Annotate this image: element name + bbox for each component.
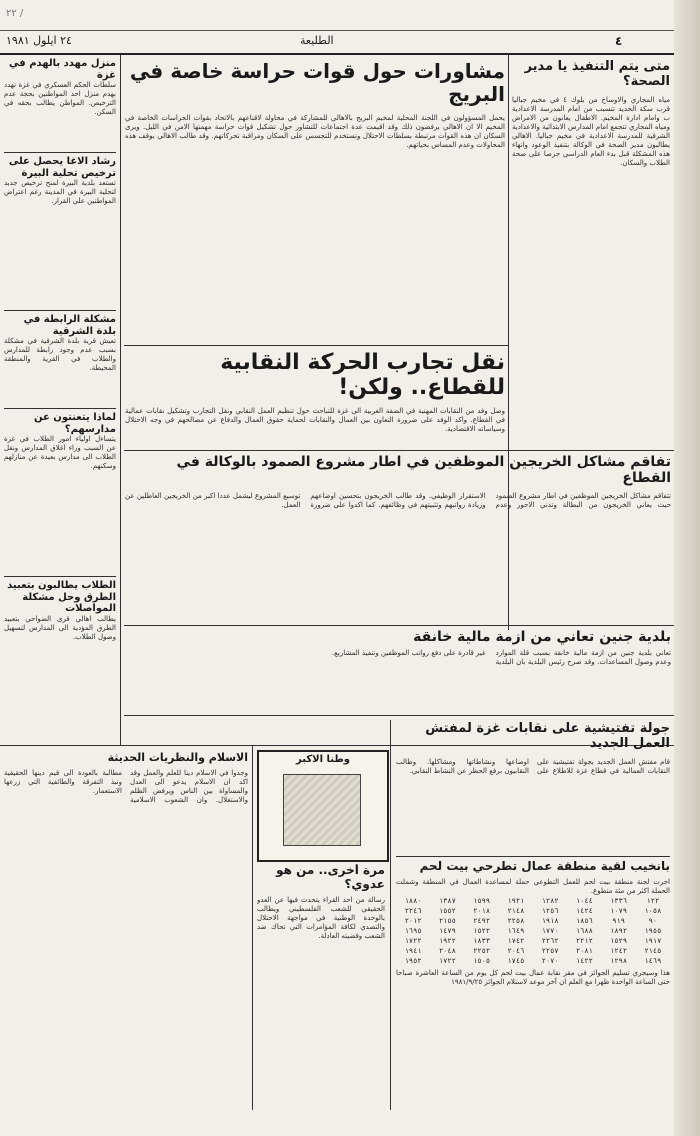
table-cell: ٢٠١٢ bbox=[404, 916, 422, 925]
table-row bbox=[396, 936, 670, 946]
table-cell: ٢٤٩٢ bbox=[473, 916, 491, 925]
table-cell: ١٥٩٩ bbox=[473, 896, 491, 905]
table-cell: ٢١٤٨ bbox=[507, 906, 525, 915]
table-cell: ٢٢٤٦ bbox=[404, 906, 422, 915]
table-cell: ١٤٢٤ bbox=[575, 906, 593, 915]
article-body: يتساءل اولياء امور الطلاب في غزة عن السبب وراء اغلاق المدارس ونقل الطلاب الى مدارس بعيدة عن منازلهم وسكنهم. bbox=[4, 435, 116, 470]
table-cell: ١٤٧٩ bbox=[438, 926, 456, 935]
table-cell: ١٤٢٢ bbox=[575, 956, 593, 965]
table-cell: ٢٢٥٨ bbox=[507, 916, 525, 925]
table-cell: ١٩١٨ bbox=[541, 916, 559, 925]
table-cell: ١٩٢٢ bbox=[438, 936, 456, 945]
table-cell: ١٧٤٥ bbox=[507, 956, 525, 965]
headline: متى يتم التنفيذ يا مدير الصحة؟ bbox=[524, 60, 670, 89]
headline: تفاقم مشاكل الخريجين الموظفين في اطار مشروع الصمود بالوكالة في القطاع bbox=[176, 454, 671, 487]
table-cell: ١٩٥٥ bbox=[644, 926, 662, 935]
table-cell: ١٢٢ bbox=[646, 896, 660, 905]
article-body: تتفاقم مشاكل الخريجين الموظفين في اطار مشروع الصمود حيث يعاني الخريجون من البطالة وتدني الاجور وعدم الاستقرار الوظيفي. وقد طالب الخريجون بتحسين اوضاعهم وزيادة رواتبهم وتثبيتهم في وظائفهم. كما اكدوا على ضرورة توسيع المشروع ليشمل عددا اكبر من الخريجين العاطلين عن العمل. bbox=[125, 492, 671, 510]
page-number: ٤ bbox=[615, 34, 623, 48]
article-body: مياه المجاري والاوساخ من بلوك ٤ في مخيم جباليا قرب سكة الحديد تتسبب من امام المدرسة الاعدادية ب وامام ادارة المخيم. الاطفال يعانون من الامراض ومياه المجاري تتجمع امام المدارس الابتدائية والاعدادية الشرقية للمدرسة الاعدادية في مخيم جباليا. الاهالي يطالبون مدير الصحة في الوكالة بتنفيذ الوعود وانهاء هذه المشكلة قبل بدء العام الدراسي حرصا على صحة الطلاب والسكان. bbox=[512, 95, 670, 167]
table-cell: ١٧٢٢ bbox=[438, 956, 456, 965]
headline: مرة أخرى.. من هو عدوي؟ bbox=[276, 864, 385, 891]
headline: الطلاب يطالبون بتعبيد الطرق وحل مشكلة المواصلات bbox=[7, 580, 116, 614]
article-bethlehem-prizes bbox=[396, 860, 670, 1110]
paper-name: الطليعة bbox=[300, 34, 334, 47]
article-body: اجرت لجنة منطقة بيت لحم للعمل التطوعي حملة لمساعدة العمال في المنطقة وشملت الحملة اكثر من مئة متطوع. bbox=[396, 877, 670, 895]
table-cell: ١٠٧٩ bbox=[610, 906, 628, 915]
headline: نقل تجارب الحركة النقابية للقطاع.. ولكن! bbox=[220, 350, 505, 401]
table-cell: ١٢٤٢ bbox=[610, 946, 628, 955]
table-row bbox=[396, 906, 670, 916]
table-cell: ١٠٥٨ bbox=[644, 906, 662, 915]
table-row bbox=[396, 956, 670, 966]
table-cell: ٢٢٥٢ bbox=[473, 946, 491, 955]
article-body: رسالة من احد القراء يتحدث فيها عن العدو الحقيقي للشعب الفلسطيني ويطالب بالوحدة الوطنية في مواجهة الاحتلال والتصدي لكافة المؤامرات التي تحاك ضد الشعب وقضيته العادلة. bbox=[257, 895, 385, 940]
table-cell: ١٦٩٥ bbox=[404, 926, 422, 935]
page-binding bbox=[674, 0, 700, 1136]
table-cell: ٢٢١٢ bbox=[575, 936, 593, 945]
issue-date: ٢٤ ايلول ١٩٨١ bbox=[6, 34, 72, 47]
headline: مشكلة الرابطة في بلدة الشرقية bbox=[23, 314, 116, 337]
article-body: سلطات الحكم العسكري في غزة تهدد بهدم منزل احد المواطنين بحجة عدم الترخيص. المواطن يطالب بحقه في السكن. bbox=[4, 81, 116, 116]
table-cell: ١٩١٧ bbox=[644, 936, 662, 945]
table-cell: ١٩٥٢ bbox=[404, 956, 422, 965]
headline: مشاورات حول قوات حراسة خاصة في البريج bbox=[129, 60, 505, 106]
table-cell: ١٠٤٤ bbox=[575, 896, 593, 905]
table-cell: ١٨٨٠ bbox=[404, 896, 422, 905]
table-cell: ٢٢٦٢ bbox=[541, 936, 559, 945]
article-body: تعيش قرية بلدة الشرقية في مشكلة بسبب عدم وجود رابطة للمدارس والطلاب في القرية والمنطقة المحيطة. bbox=[4, 337, 116, 372]
table-cell: ٢٠٧٠ bbox=[541, 956, 559, 965]
prize-number-table bbox=[396, 896, 670, 966]
article-health-director bbox=[512, 60, 670, 440]
headline: بلدية جنين تعاني من ازمة مالية خانقة bbox=[413, 629, 671, 645]
table-cell: ٢٠٤٨ bbox=[438, 946, 456, 955]
table-cell: ١٥٢٩ bbox=[610, 936, 628, 945]
table-cell: ١٧٤٢ bbox=[507, 936, 525, 945]
article-body: وصل وفد من النقابات المهنية في الضفة الغربية الى غزة للتباحث حول تنظيم العمل النقابي ونقل التجارب وتشكيل نقابات عمالية في القطاع. واكد الوفد على ضرورة التعاون بين العمال والنقابات لحماية حقوق العمال والدفاع عن مصالحهم في وجه الاحتلال وسياساته الاقتصادية. bbox=[125, 406, 505, 433]
table-cell: ٢٢٥٧ bbox=[541, 946, 559, 955]
table-cell: ٩١٩ bbox=[612, 916, 625, 925]
table-cell: ١٢٨٢ bbox=[541, 896, 559, 905]
table-cell: ١٨٩٢ bbox=[610, 926, 628, 935]
table-cell: ٢١٥٥ bbox=[438, 916, 456, 925]
table-cell: ١٩٢١ bbox=[507, 896, 525, 905]
ad-caption: وطنا الاكبر bbox=[296, 754, 350, 765]
table-cell: ٢١٤٥ bbox=[644, 946, 662, 955]
table-cell: ١٧٧٠ bbox=[541, 926, 559, 935]
table-cell: ١٥٠٥ bbox=[473, 956, 491, 965]
table-cell: ١٣٨٧ bbox=[438, 896, 456, 905]
table-cell: ١٨٣٣ bbox=[473, 936, 491, 945]
article-unions bbox=[125, 350, 505, 446]
table-row bbox=[396, 896, 670, 906]
table-cell: ١٩٤١ bbox=[404, 946, 422, 955]
table-cell: ١٦٤٩ bbox=[507, 926, 525, 935]
page-corner: ٢٢ / bbox=[6, 8, 24, 19]
article-footer: هذا وسيجري تسليم الجوائز في مقر نقابة عمال بيت لحم كل يوم من الساعة العاشرة صباحا حتى الساعة الواحدة ظهرا مع العلم ان آخر موعد لاستلام الجوائز ١٩٨١/٩/٢٥ bbox=[396, 968, 670, 986]
advertisement bbox=[257, 750, 389, 862]
article-house-demolition bbox=[4, 58, 116, 148]
headline: بانخيب لقية منطقة عمال تطرحي بيت لحم bbox=[419, 860, 670, 873]
table-cell: ١٥٥٢ bbox=[438, 906, 456, 915]
article-who-is-enemy bbox=[257, 864, 385, 1114]
headline: الاسلام والنظريات الحديثة bbox=[107, 752, 248, 764]
headline: لماذا يتعنتون عن مدارسهم؟ bbox=[33, 412, 116, 435]
article-students-roads bbox=[4, 580, 116, 740]
headline: جولة تفتيشية على نقابات غزة لمفتش العمل الجديد bbox=[425, 722, 670, 751]
headline: رشاد الاغا يحصل على ترخيص تحلية البيرة bbox=[8, 156, 116, 179]
article-body: يطالب اهالي قرى الضواحي بتعبيد الطرق المؤدية الى المدارس لتسهيل وصول الطلاب. bbox=[4, 614, 116, 641]
article-labor-inspector bbox=[396, 722, 670, 852]
article-islam bbox=[4, 752, 248, 1112]
article-body: وجدوا في الاسلام دينا للعلم والعمل وقد اكد ان الاسلام يدعو الى العدل والمساواة بين الناس ويرفض الظلم والاستغلال. وان الشعوب الاسلامية مطالبة بالعودة الى قيم دينها الحقيقية ونبذ التفرقة والطائفية التي زرعها الاستعمار. bbox=[4, 768, 248, 804]
masthead bbox=[0, 30, 674, 55]
table-cell: ١٢٩٨ bbox=[610, 956, 628, 965]
table-row bbox=[396, 916, 670, 926]
headline: منزل مهدد بالهدم في غزة bbox=[9, 58, 116, 81]
table-cell: ٢٠١٨ bbox=[473, 906, 491, 915]
article-jenin-municipality bbox=[125, 629, 671, 713]
article-village-school bbox=[4, 314, 116, 404]
table-row bbox=[396, 926, 670, 936]
table-cell: ١٧٢٢ bbox=[404, 936, 422, 945]
article-body: قام مفتش العمل الجديد بجولة تفتيشية على النقابات العمالية في قطاع غزة للاطلاع على اوضاعها ونشاطاتها ومشاكلها. وطالب النقابيون برفع الحظر عن النشاط النقابي. bbox=[396, 757, 670, 775]
table-cell: ٢٠٨١ bbox=[575, 946, 593, 955]
article-bireh-license bbox=[4, 156, 116, 306]
table-cell: ١٢٥٦ bbox=[541, 906, 559, 915]
article-why-schools bbox=[4, 412, 116, 572]
article-body: تعاني بلدية جنين من ازمة مالية خانقة بسبب قلة الموارد وعدم وصول المساعدات. وقد صرح رئيس البلدية بان البلدية غير قادرة على دفع رواتب الموظفين وتنفيذ المشاريع. bbox=[331, 649, 671, 667]
table-cell: ٢٠٤٦ bbox=[507, 946, 525, 955]
table-cell: ٩٠ bbox=[648, 916, 658, 925]
ad-illustration bbox=[283, 774, 361, 846]
table-cell: ١٤٦٩ bbox=[644, 956, 662, 965]
table-cell: ١٦٨٨ bbox=[575, 926, 593, 935]
table-cell: ١٣٣٦ bbox=[610, 896, 628, 905]
table-row bbox=[396, 946, 670, 956]
article-guards bbox=[125, 60, 505, 342]
table-cell: ١٨٥٦ bbox=[575, 916, 593, 925]
article-body: يحمل المسؤولون في اللجنة المحلية لمخيم البريج بالاهالي للمشاركة في محاولة لاقناعهم بالاتحاد بقوات الحراسات الخاصة في المخيم الا ان الاهالي يرفضون ذلك وقد اقيمت عدة اجتماعات للتشاور حول تشكيل قوات حراسة مهمتها الامن في الليل. ويرى السكان ان هذه القوات مرتبطة بسلطات الاحتلال وتستخدم للتجسس على السكان ومراقبة تحركاتهم. وقد طالب الاهالي بوقف هذه المحاولات وعدم المساس بحياتهم. bbox=[125, 114, 505, 149]
table-cell: ١٥٢٢ bbox=[473, 926, 491, 935]
article-graduates bbox=[125, 454, 671, 622]
article-body: تستعد بلدية البيرة لمنح ترخيص جديد لتحلية البيرة في المدينة رغم اعتراض المواطنين على القرار. bbox=[4, 179, 116, 205]
